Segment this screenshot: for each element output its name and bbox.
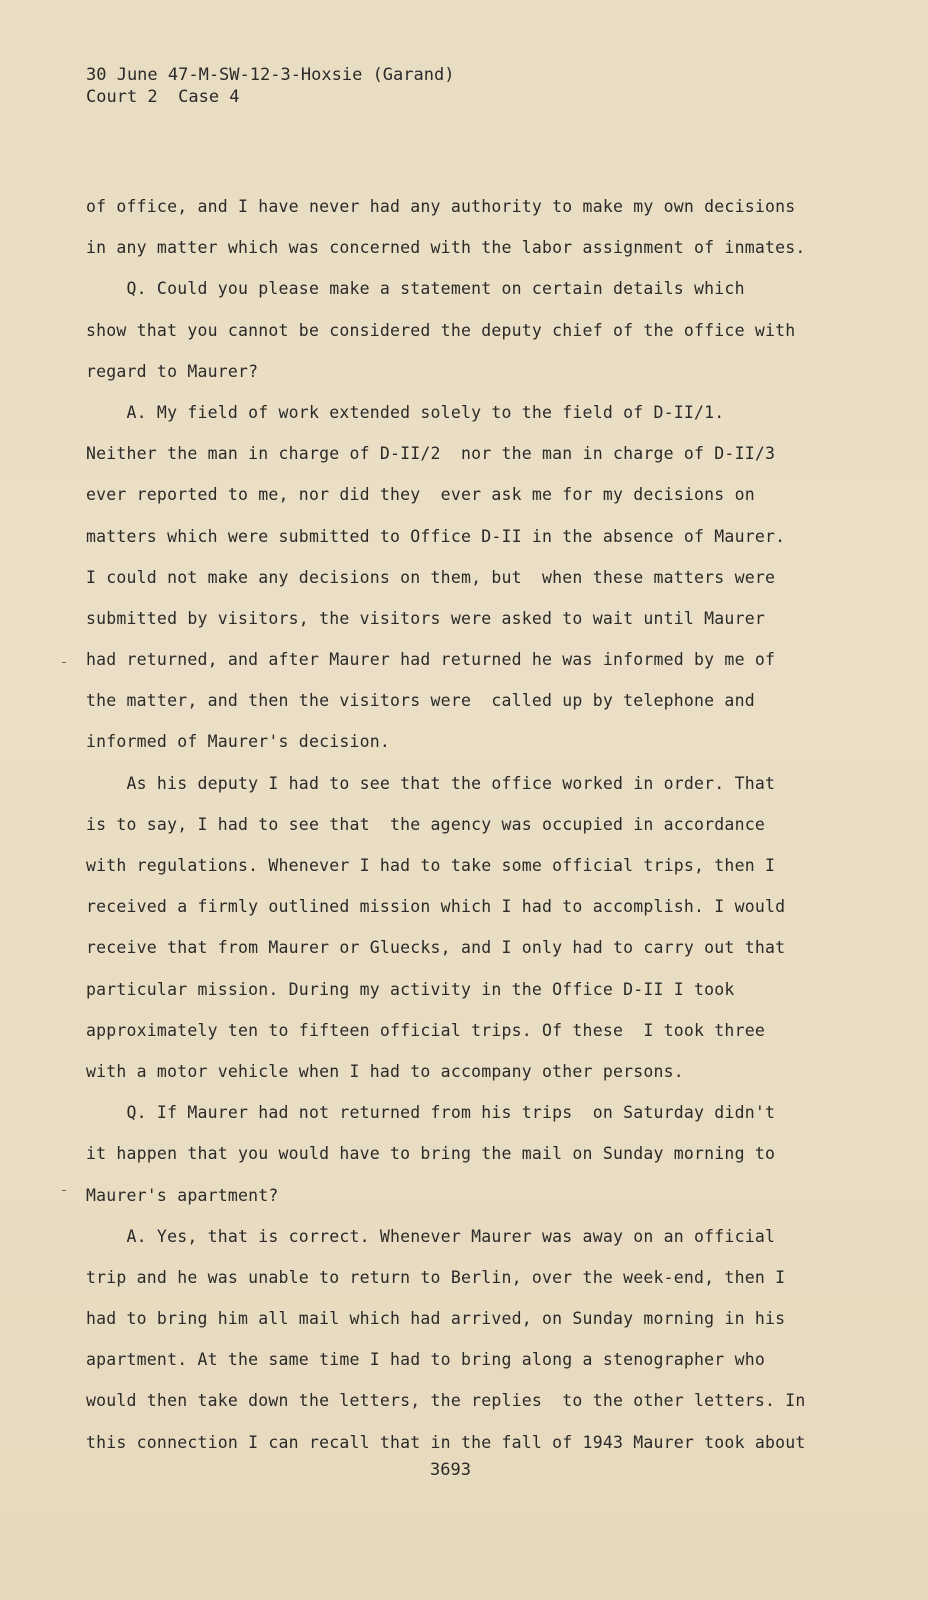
transcript-line: Neither the man in charge of D-II/2 nor the man in charge of D-II/3: [86, 444, 776, 464]
transcript-line: apartment. At the same time I had to bring along a stenographer who: [86, 1350, 765, 1370]
transcript-line: trip and he was unable to return to Berlin, over the week-end, then I: [86, 1267, 786, 1287]
document-header: [86, 64, 454, 108]
transcript-line: A. My field of work extended solely to the field of D-II/1.: [86, 402, 725, 422]
transcript-line: As his deputy I had to see that the office worked in order. That: [86, 773, 776, 793]
transcript-line: particular mission. During my activity in the Office D-II I took: [86, 979, 735, 999]
transcript-line: with regulations. Whenever I had to take some official trips, then I: [86, 856, 776, 875]
transcript-line: would then take down the letters, the replies to the other letters. In: [86, 1391, 806, 1411]
transcript-line: I could not make any decisions on them, but when these matters were: [86, 567, 776, 587]
transcript-line: matters which were submitted to Office D-II in the absence of Maurer.: [86, 526, 786, 546]
transcript-line: is to say, I had to see that the agency was occupied in accordance: [86, 814, 765, 834]
transcript-line: submitted by visitors, the visitors were asked to wait until Maurer: [86, 608, 765, 628]
transcript-line: regard to Maurer?: [86, 361, 259, 381]
transcript-line: Maurer's apartment?: [86, 1185, 279, 1205]
transcript-line: had to bring him all mail which had arrived, on Sunday morning in his: [86, 1309, 786, 1329]
transcript-line: in any matter which was concerned with the labor assignment of inmates.: [86, 238, 806, 258]
transcript-line: receive that from Maurer or Gluecks, and I only had to carry out that: [86, 938, 786, 958]
transcript-line: ever reported to me, nor did they ever ask me for my decisions on: [86, 485, 755, 505]
transcript-line: this connection I can recall that in the fall of 1943 Maurer took about: [86, 1432, 806, 1452]
transcript-line: Q. If Maurer had not returned from his trips on Saturday didn't: [86, 1103, 776, 1123]
margin-mark: [62, 1190, 66, 1191]
transcript-line: with a motor vehicle when I had to accompany other persons.: [86, 1061, 684, 1081]
transcript-line: show that you cannot be considered the deputy chief of the office with: [86, 320, 796, 340]
transcript-line: received a firmly outlined mission which I had to accomplish. I would: [86, 897, 786, 917]
transcript-line: had returned, and after Maurer had returned he was informed by me of: [86, 650, 776, 670]
header-line-date-case: 30 June 47-M-SW-12-3-Hoxsie (Garand): [86, 65, 455, 85]
page-number: 3693: [430, 1460, 471, 1480]
header-line-court-case: Court 2 Case 4: [86, 87, 240, 107]
transcript-body: [86, 186, 826, 1463]
transcript-line: informed of Maurer's decision.: [86, 732, 391, 752]
margin-mark: [62, 662, 66, 663]
transcript-line: A. Yes, that is correct. Whenever Maurer was away on an official: [86, 1226, 776, 1246]
transcript-line: of office, and I have never had any authority to make my own decisions: [86, 197, 796, 216]
transcript-line: the matter, and then the visitors were called up by telephone and: [86, 691, 755, 711]
transcript-line: approximately ten to fifteen official trips. Of these I took three: [86, 1020, 765, 1040]
transcript-line: it happen that you would have to bring the mail on Sunday morning to: [86, 1144, 776, 1164]
transcript-line: Q. Could you please make a statement on certain details which: [86, 279, 745, 299]
